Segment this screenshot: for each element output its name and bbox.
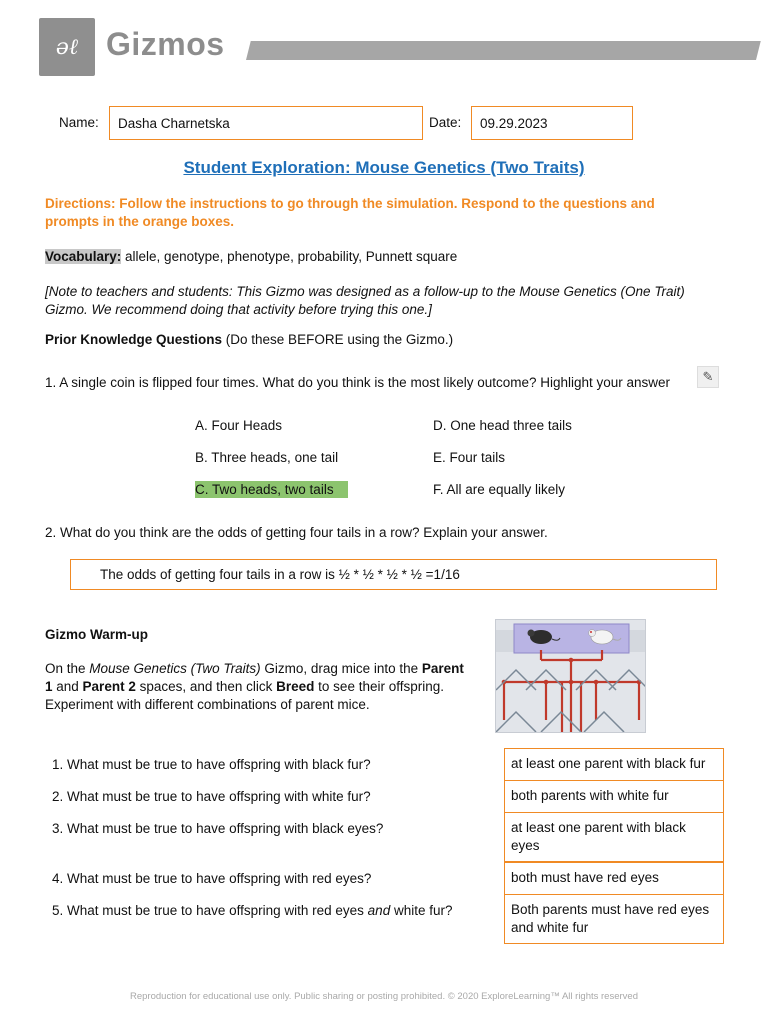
name-field[interactable]: Dasha Charnetska — [109, 106, 423, 140]
vocabulary-label: Vocabulary: — [45, 249, 122, 264]
warmup-answer-3[interactable]: at least one parent with black eyes — [504, 812, 724, 862]
choice-d[interactable]: D. One head three tails — [433, 418, 572, 433]
warmup-answer-2[interactable]: both parents with white fur — [504, 780, 724, 813]
gizmos-brand: Gizmos — [106, 26, 225, 62]
choice-b[interactable]: B. Three heads, one tail — [195, 450, 339, 465]
question-1: 1. A single coin is flipped four times. What do you think is the most likely outcome? Highlight your answer — [45, 375, 671, 390]
explorelearning-logo: əℓ — [39, 18, 95, 76]
choice-f[interactable]: F. All are equally likely — [433, 482, 566, 497]
page-title: Student Exploration: Mouse Genetics (Two Traits) — [183, 158, 585, 177]
warmup-answer-1[interactable]: at least one parent with black fur — [504, 748, 724, 781]
prior-knowledge-heading: Prior Knowledge Questions (Do these BEFORE using the Gizmo.) — [45, 332, 454, 347]
date-label: Date: — [429, 115, 462, 130]
gizmo-simulation-image — [495, 619, 646, 733]
footer-copyright: Reproduction for educational use only. Public sharing or posting prohibited. © 2020 ExploreLearning™ All rights reserved — [130, 991, 638, 1002]
choice-e[interactable]: E. Four tails — [433, 450, 506, 465]
directions: Directions: Follow the instructions to go through the simulation. Respond to the questions and prompts in the orange boxes. — [45, 196, 655, 229]
date-field[interactable]: 09.29.2023 — [471, 106, 633, 140]
vocabulary — [45, 249, 457, 264]
warmup-question-3: 3. What must be true to have offspring with black eyes? — [52, 821, 384, 836]
breeding-diagram — [496, 620, 646, 733]
warmup-instructions: On the Mouse Genetics (Two Traits) Gizmo, drag mice into the Parent 1 and Parent 2 spaces, and then click Breed to see their offspring. Experiment with different combinations of parent mice. — [45, 661, 464, 712]
question-2: 2. What do you think are the odds of getting four tails in a row? Explain your answer. — [45, 525, 548, 540]
choice-a[interactable]: A. Four Heads — [195, 418, 283, 433]
warmup-heading: Gizmo Warm-up — [45, 627, 148, 642]
answer-box-2[interactable]: The odds of getting four tails in a row is ½ * ½ * ½ * ½ =1/16 — [70, 559, 717, 590]
warmup-answer-5[interactable]: Both parents must have red eyes and white fur — [504, 894, 724, 944]
header-bar — [246, 41, 761, 60]
name-label: Name: — [59, 115, 99, 130]
warmup-question-4: 4. What must be true to have offspring with red eyes? — [52, 871, 372, 886]
warmup-question-2: 2. What must be true to have offspring with white fur? — [52, 789, 371, 804]
vocabulary-terms: allele, genotype, phenotype, probability, Punnett square — [121, 249, 458, 264]
teacher-note: [Note to teachers and students: This Gizmo was designed as a follow-up to the Mouse Genetics (One Trait) Gizmo. We recommend doing that activity before trying this one.] — [45, 284, 685, 317]
warmup-question-1: 1. What must be true to have offspring with black fur? — [52, 757, 371, 772]
pencil-icon[interactable]: ✎ — [697, 366, 719, 388]
warmup-answer-4[interactable]: both must have red eyes — [504, 862, 724, 895]
warmup-question-5: 5. What must be true to have offspring with red eyes and white fur? — [52, 903, 453, 918]
choice-c-selected[interactable]: C. Two heads, two tails — [195, 482, 348, 497]
